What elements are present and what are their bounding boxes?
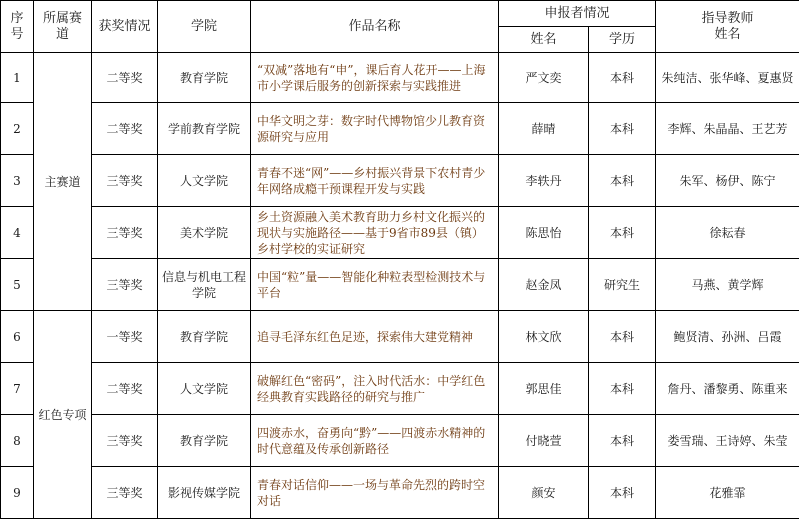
cell-track-red: 红色专项 — [34, 311, 92, 519]
cell-advisor: 马燕、黄学辉 — [656, 259, 799, 311]
cell-no: 4 — [1, 207, 34, 259]
table-row — [1, 155, 799, 207]
table-row — [1, 467, 799, 519]
cell-work: 青春不迷“网”——乡村振兴背景下农村青少年网络成瘾干预课程开发与实践 — [251, 155, 499, 207]
cell-name: 薛晴 — [499, 103, 589, 155]
header-degree: 学历 — [589, 27, 656, 53]
header-track: 所属赛道 — [34, 1, 92, 53]
header-work: 作品名称 — [251, 1, 499, 53]
cell-award: 三等奖 — [92, 415, 158, 467]
cell-degree: 本科 — [589, 53, 656, 103]
cell-college: 教育学院 — [158, 311, 251, 363]
cell-work: 中国“粒”量——智能化种粒表型检测技术与平台 — [251, 259, 499, 311]
cell-no: 7 — [1, 363, 34, 415]
cell-advisor: 李辉、朱晶晶、王艺芳 — [656, 103, 799, 155]
cell-degree: 本科 — [589, 415, 656, 467]
cell-advisor: 朱纯洁、张华峰、夏惠贤 — [656, 53, 799, 103]
table-row — [1, 53, 799, 103]
cell-name: 李轶丹 — [499, 155, 589, 207]
cell-no: 3 — [1, 155, 34, 207]
cell-degree: 本科 — [589, 467, 656, 519]
cell-award: 二等奖 — [92, 363, 158, 415]
header-advisor-line2: 姓名 — [660, 27, 795, 43]
cell-college: 人文学院 — [158, 363, 251, 415]
cell-college: 信息与机电工程学院 — [158, 259, 251, 311]
header-advisor — [656, 1, 799, 53]
table-row — [1, 311, 799, 363]
cell-work: “双减”落地有“申”，课后育人花开——上海市小学课后服务的创新探索与实践推进 — [251, 53, 499, 103]
cell-advisor: 花雅霏 — [656, 467, 799, 519]
cell-work: 追寻毛泽东红色足迹，探索伟大建党精神 — [251, 311, 499, 363]
cell-no: 2 — [1, 103, 34, 155]
cell-college: 美术学院 — [158, 207, 251, 259]
header-advisor-line1: 指导教师 — [660, 11, 795, 27]
cell-track-main: 主赛道 — [34, 53, 92, 311]
cell-award: 三等奖 — [92, 207, 158, 259]
table-row — [1, 259, 799, 311]
cell-work: 青春对话信仰——一场与革命先烈的跨时空对话 — [251, 467, 499, 519]
cell-award: 三等奖 — [92, 155, 158, 207]
cell-no: 8 — [1, 415, 34, 467]
cell-advisor: 徐耘春 — [656, 207, 799, 259]
cell-award: 三等奖 — [92, 259, 158, 311]
cell-degree: 本科 — [589, 103, 656, 155]
header-applicant: 申报者情况 — [499, 1, 656, 27]
cell-advisor: 娄雪瑞、王诗婷、朱莹 — [656, 415, 799, 467]
header-college: 学院 — [158, 1, 251, 53]
table-row — [1, 103, 799, 155]
table-row — [1, 207, 799, 259]
cell-name: 林文欣 — [499, 311, 589, 363]
cell-award: 三等奖 — [92, 467, 158, 519]
cell-no: 1 — [1, 53, 34, 103]
cell-degree: 研究生 — [589, 259, 656, 311]
cell-name: 郭思佳 — [499, 363, 589, 415]
cell-no: 5 — [1, 259, 34, 311]
cell-college: 人文学院 — [158, 155, 251, 207]
cell-work: 四渡赤水，奋勇向“黔”——四渡赤水精神的时代意蕴及传承创新路径 — [251, 415, 499, 467]
cell-degree: 本科 — [589, 363, 656, 415]
cell-college: 影视传媒学院 — [158, 467, 251, 519]
header-award: 获奖情况 — [92, 1, 158, 53]
cell-work: 乡土资源融入美术教育助力乡村文化振兴的现状与实施路径——基于9省市89县（镇）乡村学校的实证研究 — [251, 207, 499, 259]
cell-award: 一等奖 — [92, 311, 158, 363]
cell-degree: 本科 — [589, 311, 656, 363]
cell-no: 6 — [1, 311, 34, 363]
cell-advisor: 詹丹、潘黎勇、陈重来 — [656, 363, 799, 415]
cell-award: 二等奖 — [92, 53, 158, 103]
cell-name: 陈思怡 — [499, 207, 589, 259]
cell-advisor: 朱军、杨伊、陈宁 — [656, 155, 799, 207]
cell-work: 破解红色“密码”，注入时代活水：中学红色经典教育实践路径的研究与推广 — [251, 363, 499, 415]
table-row — [1, 363, 799, 415]
cell-advisor: 鲍贤清、孙洲、吕霞 — [656, 311, 799, 363]
header-row — [1, 1, 799, 27]
cell-name: 付晓萱 — [499, 415, 589, 467]
cell-work: 中华文明之芽：数字时代博物馆少儿教育资源研究与应用 — [251, 103, 499, 155]
cell-college: 教育学院 — [158, 53, 251, 103]
cell-award: 二等奖 — [92, 103, 158, 155]
cell-degree: 本科 — [589, 155, 656, 207]
header-name: 姓名 — [499, 27, 589, 53]
cell-college: 教育学院 — [158, 415, 251, 467]
cell-college: 学前教育学院 — [158, 103, 251, 155]
cell-no: 9 — [1, 467, 34, 519]
header-no: 序号 — [1, 1, 34, 53]
cell-name: 赵金凤 — [499, 259, 589, 311]
cell-name: 严文奕 — [499, 53, 589, 103]
cell-degree: 本科 — [589, 207, 656, 259]
table-row — [1, 415, 799, 467]
cell-name: 颜安 — [499, 467, 589, 519]
